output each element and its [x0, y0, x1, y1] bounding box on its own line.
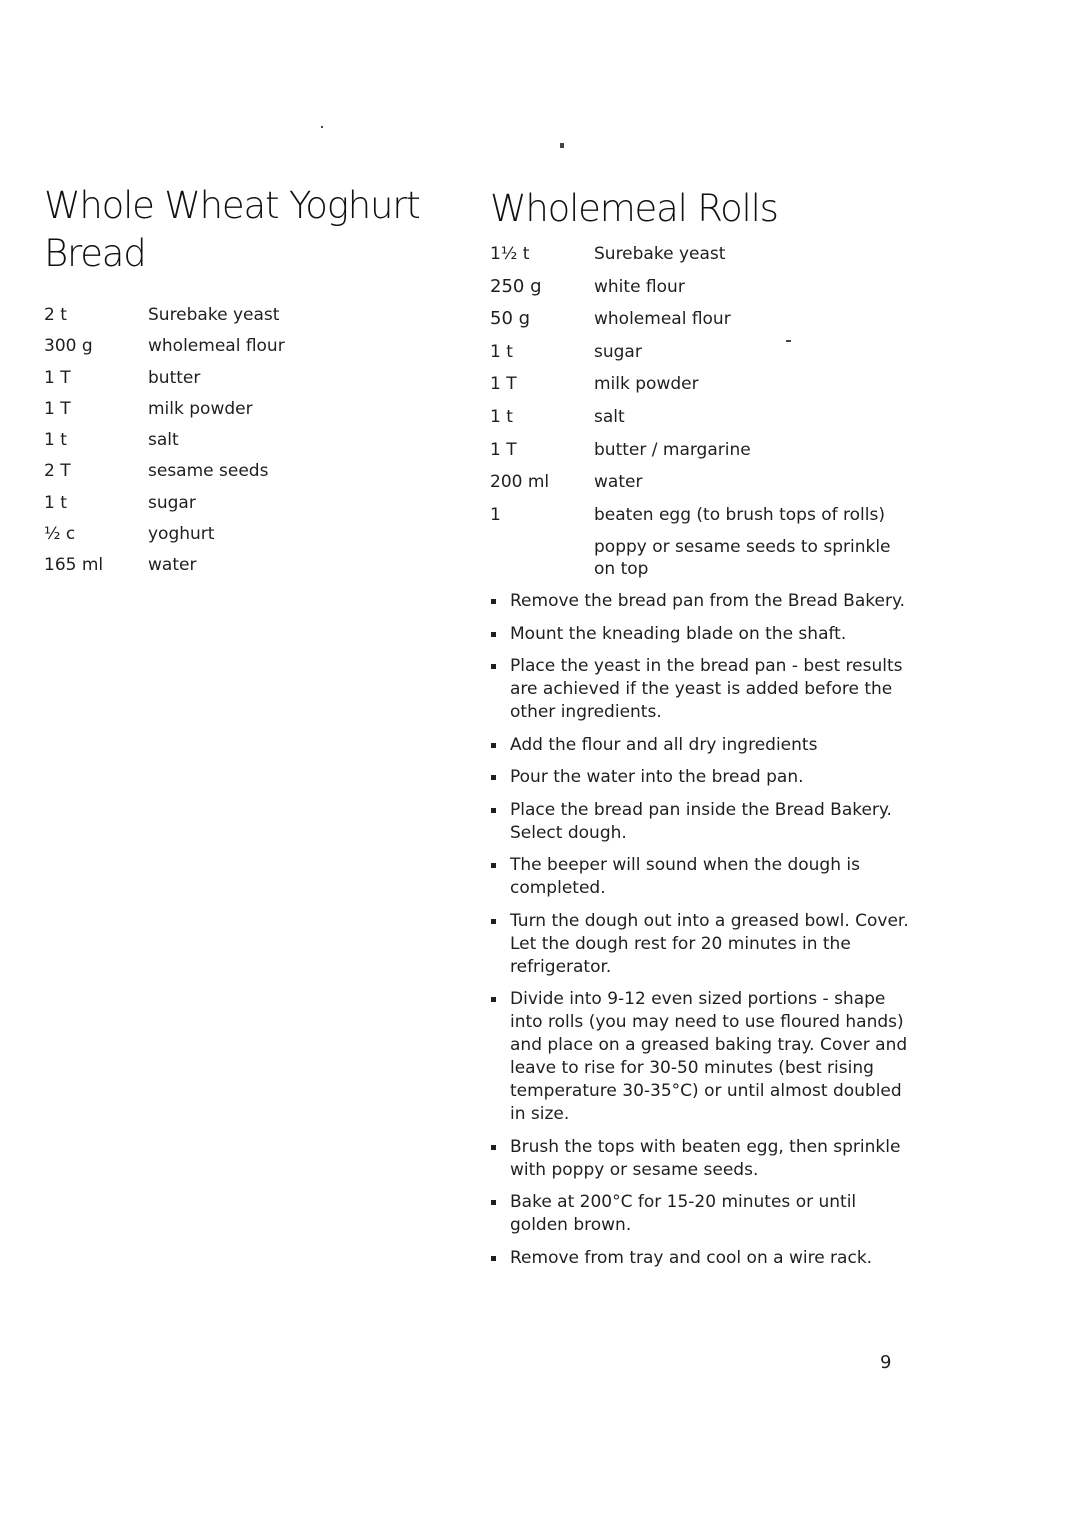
square-bullet-icon — [491, 919, 496, 924]
scan-speck — [321, 126, 323, 128]
method-step — [490, 734, 910, 757]
ingredient-name: sugar — [148, 492, 196, 513]
ingredient-quantity: 1 — [490, 504, 501, 525]
step-text: Turn the dough out into a greased bowl. Cover. Let the dough rest for 20 minutes in the refrigerator. — [510, 910, 909, 977]
ingredient-row — [490, 341, 910, 374]
ingredient-row — [44, 335, 434, 366]
method-step — [490, 623, 910, 646]
square-bullet-icon — [491, 863, 496, 868]
ingredient-name: white flour — [594, 276, 685, 297]
method-step — [490, 799, 910, 845]
ingredient-quantity: 300 g — [44, 336, 93, 357]
ingredient-list — [44, 304, 434, 586]
ingredient-quantity: 1 t — [490, 406, 513, 427]
ingredient-quantity: 2 t — [44, 305, 67, 325]
ingredient-quantity: 50 g — [490, 308, 531, 330]
step-text: Remove from tray and cool on a wire rack. — [510, 1247, 873, 1268]
ingredient-quantity: 1 T — [44, 367, 71, 388]
ingredient-name: sugar — [594, 341, 642, 362]
step-text: Brush the tops with beaten egg, then sprinkle with poppy or sesame seeds. — [510, 1136, 901, 1180]
ingredient-row — [490, 406, 910, 439]
square-bullet-icon — [491, 1200, 496, 1205]
ingredient-quantity: 1 T — [44, 398, 71, 419]
recipe-title-line-1: Whole Wheat Yoghurt — [44, 184, 420, 227]
square-bullet-icon — [491, 1145, 496, 1150]
ingredient-row — [490, 504, 910, 537]
ingredient-row — [44, 460, 434, 491]
ingredient-quantity: 2 T — [44, 461, 71, 482]
method-step — [490, 1191, 910, 1237]
ingredient-quantity: 1 t — [44, 430, 67, 451]
recipe-title — [44, 182, 434, 278]
ingredient-quantity: 1 t — [44, 492, 67, 513]
recipe-wholemeal-rolls — [490, 185, 910, 1279]
ingredient-row — [490, 373, 910, 406]
square-bullet-icon — [491, 664, 496, 669]
method-step — [490, 766, 910, 789]
ingredient-quantity: 200 ml — [490, 472, 550, 493]
ingredient-row — [44, 304, 434, 335]
method-step — [490, 854, 910, 900]
ingredient-row — [490, 536, 910, 580]
recipe-title: Wholemeal Rolls — [490, 187, 778, 230]
ingredient-quantity: 1½ t — [490, 244, 530, 264]
square-bullet-icon — [491, 743, 496, 748]
ingredient-row — [44, 429, 434, 460]
ingredient-quantity: 1 T — [490, 374, 517, 395]
ingredient-name: milk powder — [594, 374, 699, 395]
ingredient-name: salt — [148, 430, 179, 451]
ingredient-name: Surebake yeast — [148, 305, 280, 325]
square-bullet-icon — [491, 775, 496, 780]
step-text: Place the yeast in the bread pan - best results are achieved if the yeast is added before the other ingredients. — [510, 656, 903, 723]
scan-speck — [560, 143, 564, 148]
ingredient-row — [490, 471, 910, 504]
ingredient-name: poppy or sesame seeds to sprinkle on top — [594, 537, 891, 580]
method-step — [490, 590, 910, 613]
ingredient-row — [44, 492, 434, 523]
step-text: Mount the kneading blade on the shaft. — [510, 623, 847, 644]
square-bullet-icon — [491, 808, 496, 813]
step-text: Bake at 200°C for 15-20 minutes or until golden brown. — [510, 1192, 857, 1236]
ingredient-name: salt — [594, 406, 625, 427]
square-bullet-icon — [491, 1256, 496, 1261]
ingredient-quantity: 250 g — [490, 275, 542, 297]
ingredient-quantity: 165 ml — [44, 555, 104, 576]
scan-speck — [786, 340, 791, 342]
ingredient-row — [44, 554, 434, 585]
method-steps — [490, 590, 910, 1270]
square-bullet-icon — [491, 599, 496, 604]
ingredient-quantity: 1 t — [490, 341, 513, 362]
ingredient-name: wholemeal flour — [594, 309, 731, 330]
ingredient-row — [490, 439, 910, 472]
ingredient-name: butter / margarine — [594, 439, 751, 460]
ingredient-quantity: ½ c — [44, 524, 76, 545]
ingredient-name: yoghurt — [148, 524, 215, 545]
ingredient-row — [490, 308, 910, 341]
ingredient-quantity: 1 T — [490, 439, 517, 460]
method-step — [490, 655, 910, 724]
ingredient-name: sesame seeds — [148, 461, 269, 482]
ingredient-name: wholemeal flour — [148, 336, 285, 357]
ingredient-name: milk powder — [148, 398, 253, 419]
ingredient-name: butter — [148, 367, 201, 388]
method-step — [490, 910, 910, 979]
ingredient-row — [490, 243, 910, 276]
step-text: Pour the water into the bread pan. — [510, 767, 804, 788]
recipe-title-line-2: Bread — [44, 232, 146, 275]
method-step — [490, 1136, 910, 1182]
page-number: 9 — [880, 1352, 892, 1373]
ingredient-row — [44, 523, 434, 554]
recipe-whole-wheat-yoghurt-bread — [44, 182, 434, 586]
ingredient-name: beaten egg (to brush tops of rolls) — [594, 504, 885, 525]
ingredient-row — [490, 276, 910, 309]
ingredient-row — [44, 398, 434, 429]
ingredient-name: Surebake yeast — [594, 244, 726, 264]
ingredient-list — [490, 243, 910, 580]
step-text: Place the bread pan inside the Bread Bakery. Select dough. — [510, 799, 892, 843]
step-text: Divide into 9-12 even sized portions - shape into rolls (you may need to use floured hands) and place on a greased baking tray. Cover and leave to rise for 30-50 minutes (best rising temperature 30-35°C) or until almost doubled in size. — [510, 989, 908, 1125]
step-text: The beeper will sound when the dough is completed. — [510, 855, 860, 899]
ingredient-name: water — [594, 472, 643, 493]
step-text: Add the flour and all dry ingredients — [510, 734, 818, 755]
square-bullet-icon — [491, 997, 496, 1002]
square-bullet-icon — [491, 632, 496, 637]
step-text: Remove the bread pan from the Bread Bakery. — [510, 591, 905, 612]
method-step — [490, 1247, 910, 1270]
ingredient-name: water — [148, 555, 197, 576]
method-step — [490, 988, 910, 1126]
ingredient-row — [44, 367, 434, 398]
